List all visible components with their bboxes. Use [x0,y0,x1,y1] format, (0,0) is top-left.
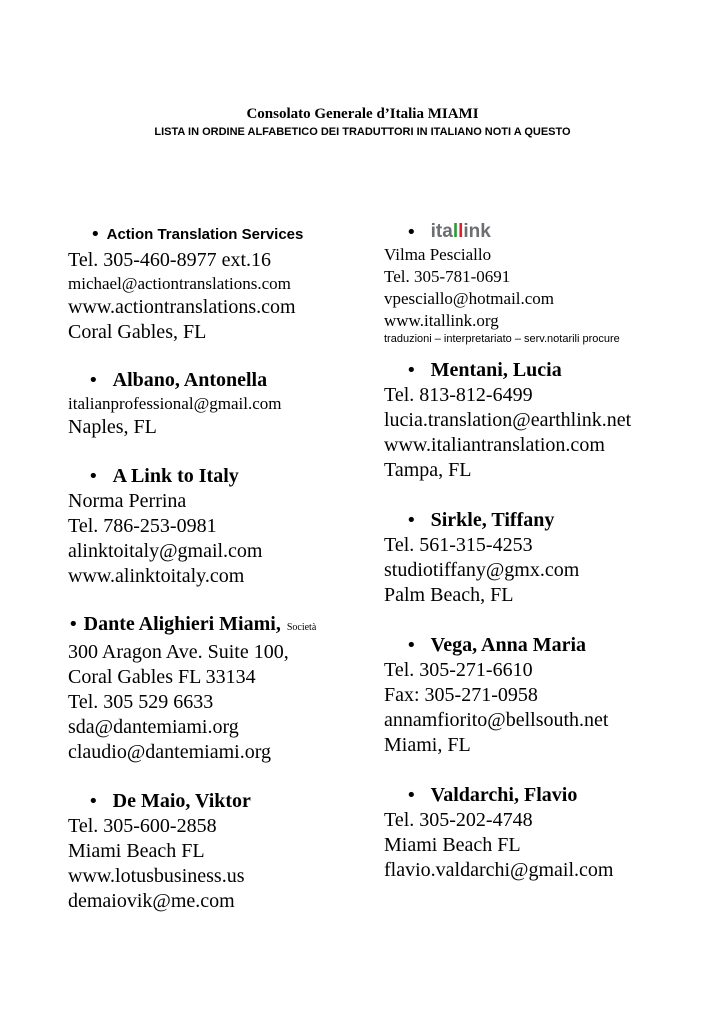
entry-tel: Tel. 813-812-6499 [384,384,533,406]
document-subtitle: LISTA IN ORDINE ALFABETICO DEI TRADUTTORI IN ITALIANO NOTI A QUESTO [154,126,571,138]
entry-name: Albano, Antonella [112,369,268,391]
entry-itallink [384,220,714,347]
entry-action-translation [68,220,368,345]
right-column [384,220,714,883]
entry-website: www.alinktoitaly.com [68,565,245,587]
entry-city: Miami Beach FL [384,834,521,856]
entry-valdarchi [384,783,714,883]
entry-website: www.lotusbusiness.us [68,865,245,887]
entry-city: Miami, FL [384,734,471,756]
entry-vega [384,633,714,758]
entry-sirkle [384,508,714,608]
entry-name: Valdarchi, Flavio [430,784,578,806]
entry-fax: Fax: 305-271-0958 [384,684,538,706]
entry-tel: Tel. 305-781-0691 [384,267,511,286]
entry-contact: Vilma Pesciallo [384,245,492,264]
bullet-icon: • [88,466,99,487]
itallink-logo: itallink [430,221,491,242]
entry-a-link-to-italy [68,464,368,589]
bullet-icon: • [406,510,417,531]
entry-address-line-1: 300 Aragon Ave. Suite 100, [68,641,289,663]
bullet-icon: • [88,370,99,391]
bullet-icon: • [68,614,79,635]
entry-albano [68,368,368,440]
entry-city: Naples, FL [68,416,157,438]
entry-name: Sirkle, Tiffany [430,509,555,531]
entry-name: Mentani, Lucia [430,359,562,381]
entry-tel: Tel. 305-271-6610 [384,659,533,681]
entry-tel: Tel. 305-460-8977 ext.16 [68,249,272,271]
entry-name: A Link to Italy [112,465,239,487]
entry-website: www.italiantranslation.com [384,434,605,456]
entry-email: flavio.valdarchi@gmail.com [384,859,614,881]
entry-dante-alighieri [68,612,368,765]
entry-name: Action Translation Services [106,225,304,243]
entry-tel: Tel. 786-253-0981 [68,515,217,537]
left-column [68,220,368,914]
entry-address-line-2: Coral Gables FL 33134 [68,666,256,688]
entry-email: vpesciallo@hotmail.com [384,289,555,308]
entry-name: Vega, Anna Maria [430,634,587,656]
bullet-icon: • [406,635,417,656]
entry-name: De Maio, Viktor [112,790,251,812]
entry-email: lucia.translation@earthlink.net [384,409,632,431]
entry-email: alinktoitaly@gmail.com [68,540,263,562]
bullet-icon: • [406,221,417,243]
bullet-icon: • [406,785,417,806]
entry-name: Dante Alighieri Miami, [83,613,281,635]
entry-email: annamfiorito@bellsouth.net [384,709,609,731]
entry-tel: Tel. 305-600-2858 [68,815,217,837]
bullet-icon: • [90,223,101,245]
entry-note: Società [286,622,317,633]
entry-city: Coral Gables, FL [68,321,207,343]
bullet-icon: • [406,360,417,381]
bullet-icon: • [88,791,99,812]
document-title: Consolato Generale d’Italia MIAMI [246,106,479,122]
entry-tel: Tel. 305-202-4748 [384,809,533,831]
entry-city: Miami Beach FL [68,840,205,862]
entry-tel: Tel. 561-315-4253 [384,534,533,556]
entry-tel: Tel. 305 529 6633 [68,691,214,713]
entry-mentani [384,358,714,483]
entry-email: italianprofessional@gmail.com [68,394,282,413]
entry-email: michael@actiontranslations.com [68,274,291,293]
entry-contact: Norma Perrina [68,490,187,512]
entry-services: traduzioni – interpretariato – serv.notarili procure [384,333,620,345]
entry-city: Palm Beach, FL [384,584,514,606]
entry-email-2: claudio@dantemiami.org [68,741,271,763]
entry-website: www.itallink.org [384,311,499,330]
entry-email-1: sda@dantemiami.org [68,716,239,738]
entry-website: www.actiontranslations.com [68,296,296,318]
entry-email: studiotiffany@gmx.com [384,559,580,581]
entry-de-maio [68,789,368,914]
entry-city: Tampa, FL [384,459,472,481]
entry-email: demaiovik@me.com [68,890,235,912]
